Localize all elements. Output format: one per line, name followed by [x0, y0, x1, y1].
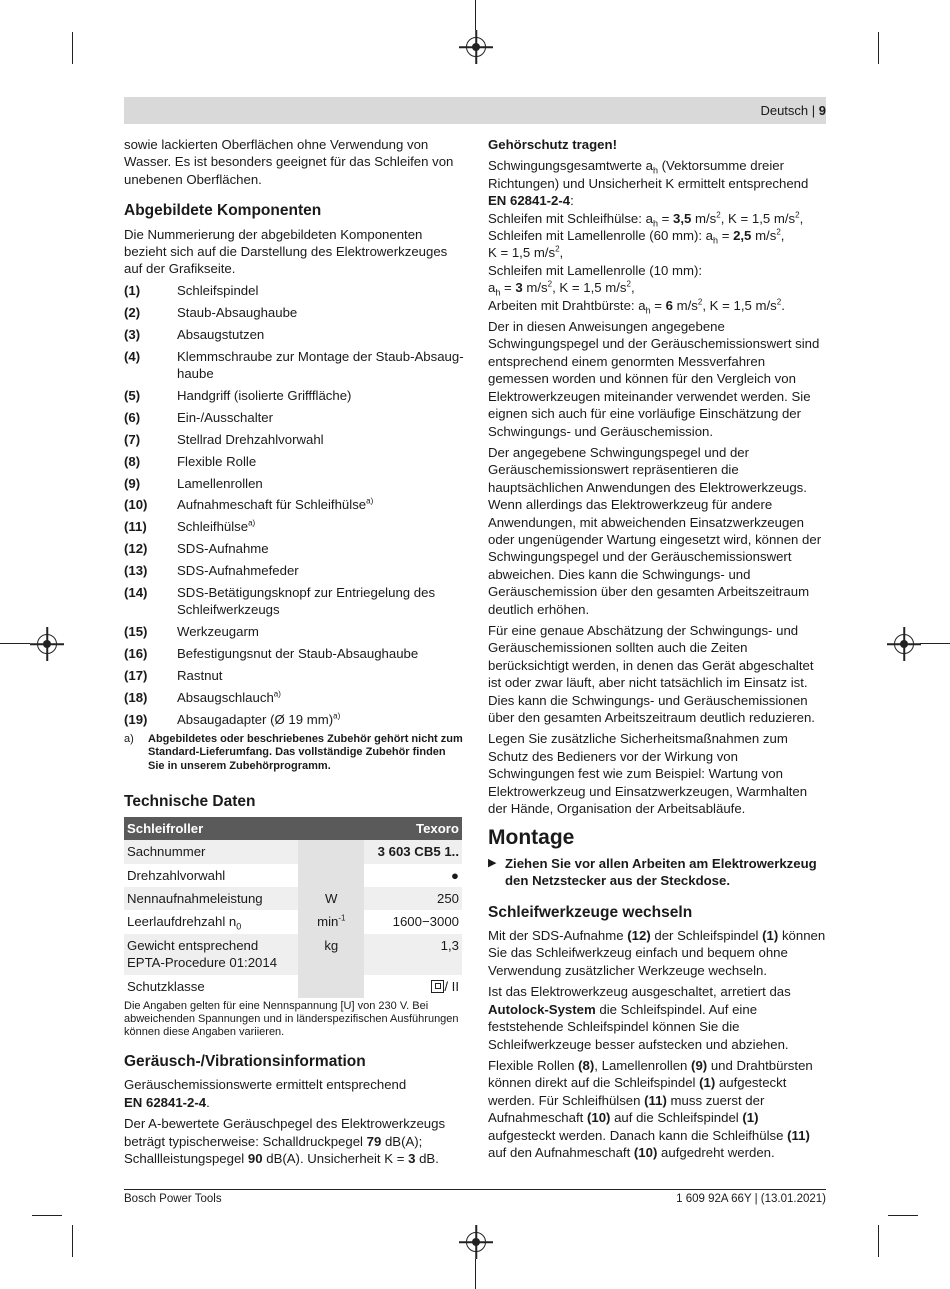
vibration-paragraph-1: Der in diesen Anweisungen angegebene Schwingungspegel und der Geräuschemissionswert sind entsprechend einem genormten Messverfahren gemessen worden und können für den Vergleich von Elektrowerkzeugen miteinander verwendet werden. Sie eignen sich auch für eine vorläufige Einschätzung der Schwingungs- und Geräuschemission.: [488, 319, 820, 439]
component-item: [124, 518, 464, 535]
component-label: Rastnut: [177, 668, 223, 684]
component-item: [124, 326, 464, 343]
component-label: Ein-/Ausschalter: [177, 409, 274, 425]
vibration-paragraph-4: Legen Sie zusätzliche Sicherheitsmaßnahmen zum Schutz des Bedieners vor der Wirkung von Schwingungen fest wie zum Beispiel: Wartung von Elektrowerkzeug und Einsatzwerkzeugen, Warmhalten der Hände, Organisation der Arbeitsabläufe.: [488, 731, 808, 817]
component-label: SDS-Aufnahme: [177, 541, 269, 557]
crop-mark: [920, 643, 950, 644]
crop-mark: [475, 1259, 476, 1289]
page-number: 9: [818, 103, 826, 118]
component-number: (14): [124, 585, 148, 601]
crop-mark: [475, 0, 476, 30]
footer-doc-number: 1 609 92A 66Y | (13.01.2021): [676, 1193, 826, 1205]
component-item: [124, 496, 464, 513]
hearing-protection-note: Gehörschutz tragen!: [488, 137, 617, 152]
intro-paragraph: sowie lackierten Oberflächen ohne Verwendung von Wasser. Es ist besonders geeignet für das Schleifen von unebenen Oberflächen.: [124, 137, 454, 187]
component-number: (9): [124, 475, 141, 491]
table-row: Nennaufnahmeleistung W 250: [124, 887, 462, 910]
component-number: (17): [124, 668, 148, 684]
component-number: (6): [124, 409, 141, 425]
tech-data-heading: Technische Daten: [124, 793, 256, 811]
table-head-model: Texoro: [364, 817, 462, 840]
component-label: Schleifspindel: [177, 282, 259, 298]
crop-mark: [878, 32, 879, 64]
crop-mark: [878, 1225, 879, 1257]
component-number: (15): [124, 624, 148, 640]
component-number: (12): [124, 541, 148, 557]
crop-mark: [32, 1215, 62, 1216]
registration-mark-icon: [894, 634, 914, 654]
right-column: [488, 136, 828, 1165]
triangle-right-icon: ▶: [488, 856, 497, 869]
component-item: [124, 282, 464, 299]
component-number: (10): [124, 497, 148, 513]
crop-mark: [888, 1215, 918, 1216]
components-list: [124, 282, 464, 729]
crop-mark: [0, 643, 30, 644]
vibration-paragraph-2: Der angegebene Schwingungspegel und der Geräuschemissionswert repräsentieren die hauptsächlichen Anwendungen des Elektrowerkzeugs. Wenn allerdings das Elektrowerkzeug für andere Anwendungen, mit abweichenden Einsatzwerkzeugen oder ungenügender Wartung eingesetzt wird, können der Schwingungspegel und der Geräuschemissionswert abweichen. Dies kann die Schwingungs- und Geräuschemission über den gesamten Arbeitszeitraum deutlich erhöhen.: [488, 444, 822, 617]
filled-dot-icon: ●: [364, 864, 462, 887]
warning-bullet: ▶ Ziehen Sie vor allen Arbeiten am Elektrowerkzeug den Netzstecker aus der Steckdose.: [488, 855, 817, 889]
table-row: Leerlaufdrehzahl $n_0$ $\min^{-1}$ 1600−3000: [124, 910, 462, 933]
component-number: (3): [124, 326, 141, 342]
components-intro: Die Nummerierung der abgebildeten Komponenten bezieht sich auf die Darstellung des Elektrowerkzeuges auf der Grafikseite.: [124, 226, 448, 277]
footnote-label: a): [124, 732, 134, 745]
component-item: [124, 667, 464, 684]
components-heading: Abgebildete Komponenten: [124, 202, 322, 220]
montage-heading: Montage: [488, 826, 575, 850]
component-item: [124, 584, 464, 619]
component-label: Befestigungsnut der Staub-Absaughaube: [177, 646, 419, 662]
component-item: [124, 431, 464, 448]
component-item: [124, 689, 464, 706]
component-item: [124, 304, 464, 321]
table-note: Die Angaben gelten für eine Nennspannung [U] von 230 V. Bei abweichenden Spannungen und in länderspezifischen Ausführungen können diese Angaben variieren.: [124, 1000, 459, 1039]
accessory-footnote: [124, 733, 464, 774]
component-label: Absaugschlauch$^{a)}$: [177, 689, 281, 706]
component-number: (4): [124, 348, 141, 364]
component-item: [124, 475, 464, 492]
footer-brand: Bosch Power Tools: [124, 1193, 222, 1205]
component-number: (11): [124, 519, 147, 535]
component-item: [124, 453, 464, 470]
change-paragraph-1: Mit der SDS-Aufnahme (12) der Schleifspindel (1) können Sie das Schleifwerkzeug einfach und bequem ohne Verwendung zusätzlicher Werkzeuge wechseln.: [488, 928, 826, 978]
component-label: Aufnahmeschaft für Schleifhülse$^{a)}$: [177, 497, 374, 513]
component-item: [124, 562, 464, 579]
table-row: Schutzklasse / II: [124, 975, 462, 998]
component-item: [124, 409, 464, 426]
left-column: [124, 136, 464, 1171]
component-item: [124, 645, 464, 662]
table-head-product: Schleifroller: [124, 817, 364, 840]
component-label: Handgriff (isolierte Grifffläche): [177, 387, 352, 403]
noise-heading: Geräusch-/Vibrationsinformation: [124, 1053, 366, 1071]
tech-data-table: [124, 817, 462, 998]
component-label: SDS-Betätigungsknopf zur Entriegelung des Schleifwerkzeugs: [177, 585, 436, 618]
component-item: [124, 387, 464, 404]
component-item: [124, 348, 464, 383]
footer-rule: [124, 1189, 826, 1190]
component-number: (18): [124, 690, 148, 706]
table-row: Sachnummer 3 603 CB5 1..: [124, 840, 462, 863]
crop-mark: [72, 1225, 73, 1257]
page-header: Deutsch | 9: [760, 103, 826, 118]
table-row: Gewicht entsprechend EPTA-Procedure 01:2014 kg 1,3: [124, 934, 462, 975]
component-label: Absaugadapter (Ø 19 mm)$^{a)}$: [177, 711, 341, 727]
change-paragraph-3: Flexible Rollen (8), Lamellenrollen (9) und Drahtbürsten können direkt auf die Schleifspindel (1) aufgesteckt werden. Für Schleifhülsen (11) muss zuerst der Aufnahmeschaft (10) auf die Schleifspindel (1) aufgesteckt werden. Danach kann die Schleifhülse (11) auf den Aufnahmeschaft (10) aufgedreht werden.: [488, 1057, 813, 1160]
crop-mark: [72, 32, 73, 64]
component-label: Klemmschraube zur Montage der Staub-Absaug-haube: [177, 348, 464, 381]
component-number: (7): [124, 431, 141, 447]
component-label: Schleifhülse$^{a)}$: [177, 518, 256, 535]
footnote-text: Abgebildetes oder beschriebenes Zubehör gehört nicht zum Standard-Lieferumfang. Das vollständige Zubehör finden Sie in unserem Zubehörprogramm.: [148, 732, 463, 772]
vibration-intro: Schwingungsgesamtwerte $a_h$ (Vektorsumme dreier Richtungen) und Unsicherheit K ermittelt entsprechend EN 62841-2-4: Schleifen mit Schleifhülse: $a_h = 3,5$ $m/s^2$, K = 1,5 $m/s^2$, Schleifen mit Lamellenrolle (60 mm): $a_h = 2,5$ $m/s^2$, K = 1,5 $m/s^2$, Schleifen mit Lamellenrolle (10 mm): $a_h = 3$ $m/s^2$, K = 1,5 $m/s^2$, Arbeiten mit Drahtbürste: $a_h = 6$ $m/s^2$, K = 1,5 $m/s^2$.: [488, 158, 809, 316]
registration-mark-icon: [466, 1232, 486, 1252]
component-label: Lamellenrollen: [177, 475, 263, 491]
change-paragraph-2: Ist das Elektrowerkzeug ausgeschaltet, arretiert das Autolock-System die Schleifspindel. Auf eine feststehende Schleifspindel können Sie die Schleifwerkzeuge besser aufstecken und abziehen.: [488, 984, 791, 1052]
protection-class-icon: [431, 980, 444, 993]
component-label: Werkzeugarm: [177, 624, 259, 640]
component-label: Flexible Rolle: [177, 453, 257, 469]
header-language: Deutsch: [760, 103, 809, 118]
component-number: (5): [124, 387, 141, 403]
component-number: (2): [124, 304, 141, 320]
component-label: Absaugstutzen: [177, 326, 265, 342]
component-item: [124, 540, 464, 557]
component-number: (1): [124, 282, 141, 298]
component-item: [124, 623, 464, 640]
vibration-paragraph-3: Für eine genaue Abschätzung der Schwingungs- und Geräuschemissionen sollten auch die Zeiten berücksichtigt werden, in denen das Gerät abgeschaltet ist oder zwar läuft, aber nicht tatsächlich im Einsatz ist. Dies kann die Schwingungs- und Geräuschemissionen über den gesamten Arbeitszeitraum deutlich reduzieren.: [488, 622, 815, 725]
change-tools-heading: Schleifwerkzeuge wechseln: [488, 903, 693, 921]
component-number: (8): [124, 453, 141, 469]
noise-paragraph-1: Geräuschemissionswerte ermittelt entsprechend EN 62841-2-4.: [124, 1077, 407, 1110]
component-label: SDS-Aufnahmefeder: [177, 563, 299, 579]
header-bar: [124, 97, 826, 124]
registration-mark-icon: [466, 37, 486, 57]
component-label: Staub-Absaughaube: [177, 304, 298, 320]
component-number: (16): [124, 646, 148, 662]
component-label: Stellrad Drehzahlvorwahl: [177, 431, 324, 447]
registration-mark-icon: [37, 634, 57, 654]
noise-paragraph-2: Der A-bewertete Geräuschpegel des Elektrowerkzeugs beträgt typischerweise: Schalldruckpegel 79 dB(A); Schallleistungspegel 90 dB(A). Unsicherheit K = 3 dB.: [124, 1116, 446, 1167]
component-number: (13): [124, 563, 148, 579]
component-number: (19): [124, 711, 148, 727]
table-row: Drehzahlvorwahl ●: [124, 864, 462, 887]
component-item: [124, 711, 464, 728]
